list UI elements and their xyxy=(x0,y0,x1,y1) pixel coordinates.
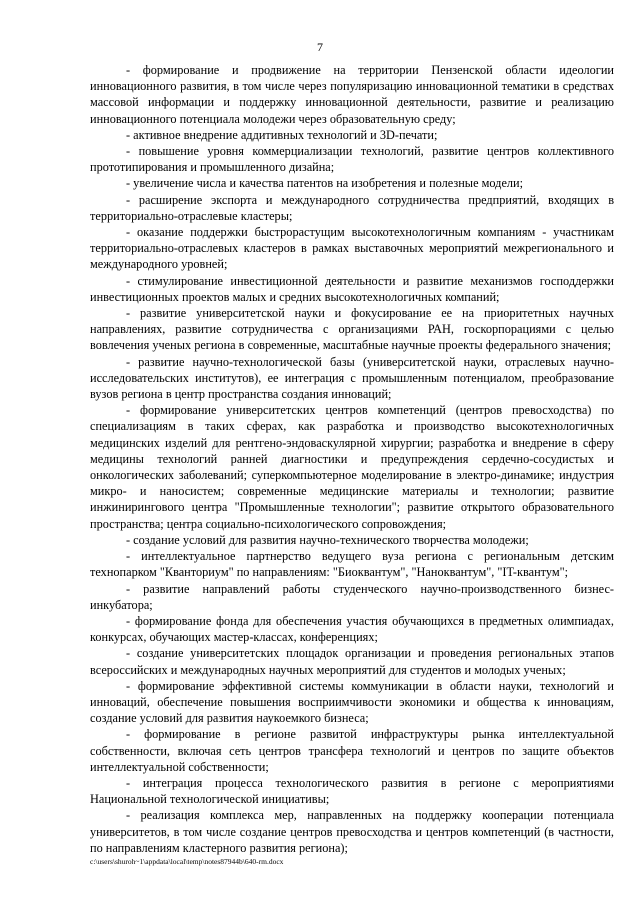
document-body xyxy=(90,62,614,856)
footer-file-path: c:\users\shuroh~1\appdata\local\temp\notes87944b\640-rm.docx xyxy=(90,857,284,866)
list-item: - активное внедрение аддитивных технологий и 3D-печати; xyxy=(126,127,438,142)
list-item: - формирование эффективной системы коммуникации в области науки, технологий и инноваций, обеспечение повышения восприимчивости экономики и общества к инновациям, создание условий для развития наукоемкого бизнеса; xyxy=(90,678,614,726)
list-item: - расширение экспорта и международного сотрудничества предприятий, входящих в территориально-отраслевые кластеры; xyxy=(90,192,614,223)
list-item: - увеличение числа и качества патентов на изобретения и полезные модели; xyxy=(126,176,524,191)
list-item: - формирование фонда для обеспечения участия обучающихся в предметных олимпиадах, конкурсах, обучающих мастер-классах, конференциях; xyxy=(90,613,614,645)
list-item: - оказание поддержки быстрорастущим высокотехнологичным компаниям - участникам территориально-отраслевых кластеров в рамках выставочных мероприятий межрегионального и международного уровней; xyxy=(90,225,614,272)
list-item: - стимулирование инвестиционной деятельности и развитие механизмов господдержки инвестиционных проектов малых и средних высокотехнологичных компаний; xyxy=(90,273,614,304)
list-item: - интеграция процесса технологического развития в регионе с мероприятиями Национальной технологической инициативы; xyxy=(90,775,614,807)
list-item: - создание университетских площадок организации и проведения региональных этапов всероссийских и международных научных мероприятий для студентов и молодых ученых; xyxy=(90,646,614,677)
list-item: - повышение уровня коммерциализации технологий, развитие центров коллективного прототипирования и промышленного дизайна; xyxy=(90,144,614,175)
list-item: - формирование и продвижение на территории Пензенской области идеологии инновационного развития, в том числе через популяризацию инновационной тематики в средствах массовой информации и поддержку инновационной деятельности, развитие и реализацию инновационного потенциала молодежи через образовательную среду; xyxy=(90,63,614,126)
list-item: - развитие университетской науки и фокусирование ее на приоритетных научных направлениях, развитие сотрудничества с организациями РАН, госкорпорациями с целью вовлечения ученых региона в современные, масштабные научные проекты федерального значения; xyxy=(90,306,614,353)
list-item: - развитие направлений работы студенческого научно-производственного бизнес-инкубатора; xyxy=(90,581,614,612)
list-item: - создание условий для развития научно-технического творчества молодежи; xyxy=(126,532,529,547)
list-item: - развитие научно-технологической базы (университетской науки, отраслевых научно-исследовательских институтов), ее интеграция с промышленным потенциалом, преобразование вузов региона в центр пространства создания инноваций; xyxy=(90,354,614,402)
list-item: - реализация комплекса мер, направленных на поддержку кооперации потенциала университетов, в том числе создание центров превосходства и центров компетенций (в частности, по направлениям кластерного развития региона); xyxy=(90,808,614,855)
list-item: - формирование в регионе развитой инфраструктуры рынка интеллектуальной собственности, включая сеть центров трансфера технологий и центров по защите объектов интеллектуальной собственности; xyxy=(90,727,614,774)
list-item: - интеллектуальное партнерство ведущего вуза региона с региональным детским технопарком "Кванториум" по направлениям: "Биоквантум", "Наноквантум", "IT-квантум"; xyxy=(90,549,614,580)
list-item: - формирование университетских центров компетенций (центров превосходства) по специализациям в таких сферах, как разработка и производство высокотехнологичных медицинских изделий для рентгено-эндоваскулярной хирургии; разработка и внедрение в сферу медицины технологий ранней диагностики и предупреждения сердечно-сосудистых и онкологических заболеваний; суперкомпьютерное моделирование в электро-динамике; индустрия микро- и наносистем; современные медицинские материалы и технологии; развитие инжинирингового центра "Промышленные технологии"; развитие открытого образовательного пространства; центра социально-психологического сопровождения; xyxy=(90,403,614,531)
page-number: 7 xyxy=(317,40,323,54)
